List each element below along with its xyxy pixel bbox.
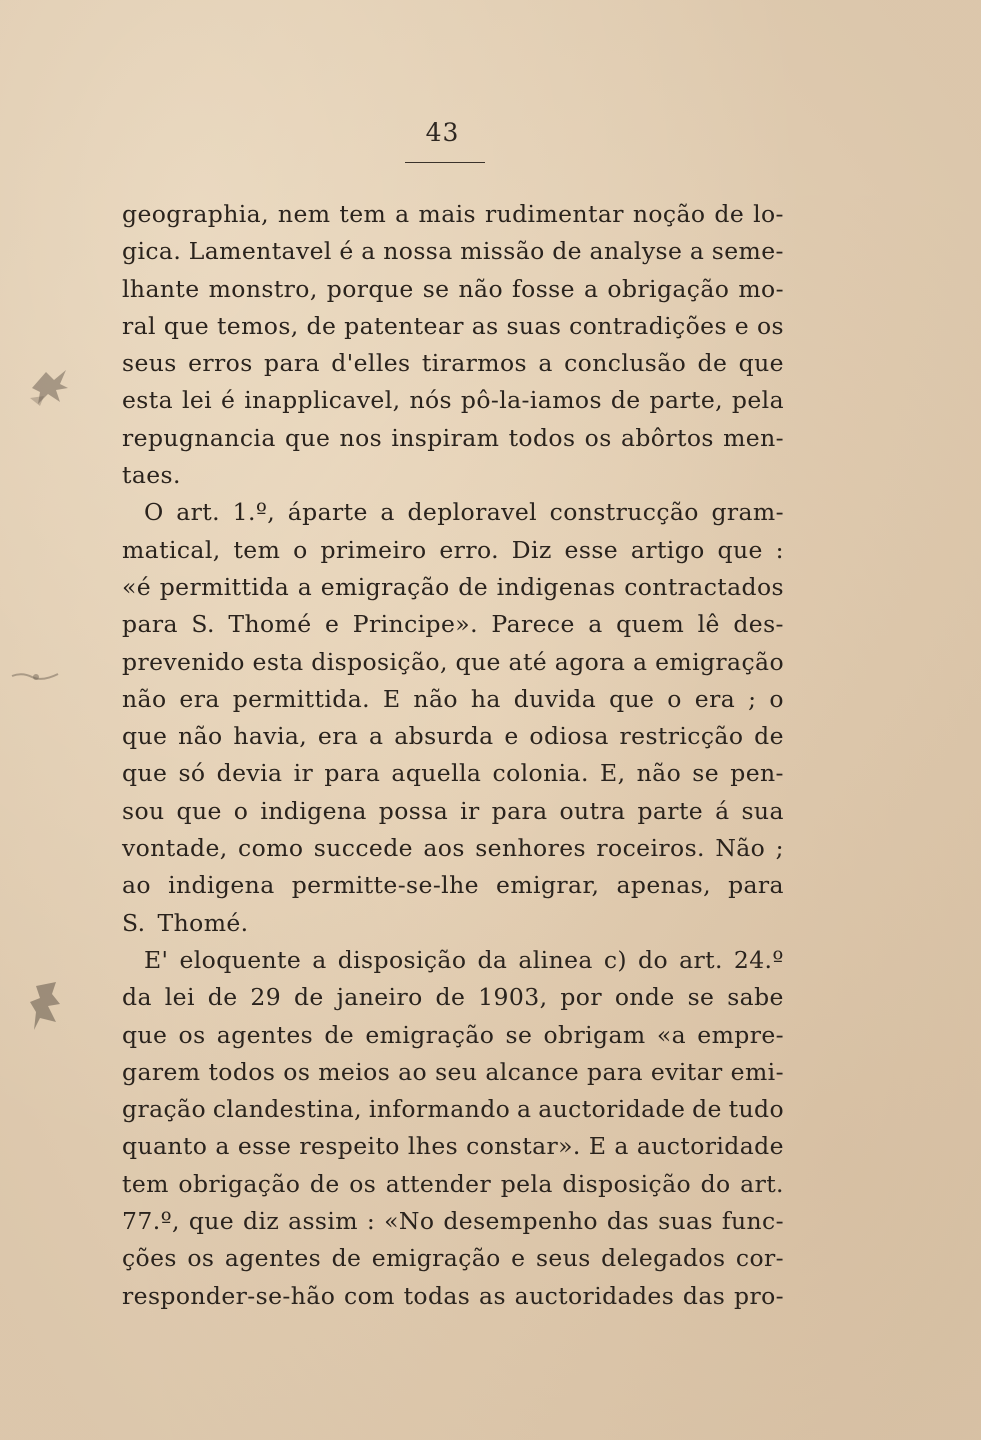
- word: seus: [535, 1244, 591, 1273]
- word: duvida: [513, 684, 597, 713]
- word: se: [505, 1020, 533, 1049]
- word: 77.º,: [122, 1207, 180, 1236]
- word: apenas,: [616, 871, 711, 900]
- text-line: [122, 867, 784, 904]
- text-line: [122, 1203, 784, 1240]
- word: permittida.: [232, 684, 371, 713]
- word: E,: [600, 759, 626, 788]
- word: alcance: [485, 1057, 580, 1086]
- word: obrigam: [543, 1020, 646, 1049]
- word: que: [122, 759, 168, 788]
- word: «é: [122, 572, 152, 601]
- word: sou: [122, 796, 165, 825]
- word: para: [491, 796, 548, 825]
- word: se: [692, 759, 720, 788]
- word: O: [144, 498, 164, 527]
- word: 29: [250, 983, 282, 1012]
- word: cor-: [735, 1244, 784, 1273]
- word: o: [233, 796, 249, 825]
- margin-ink-mark-bottom: [26, 978, 70, 1036]
- word: a: [361, 237, 376, 266]
- word: fosse: [512, 274, 575, 303]
- word: inspiram: [391, 423, 500, 452]
- word: se: [687, 983, 715, 1012]
- word: até: [508, 647, 548, 676]
- word: tem: [233, 535, 281, 564]
- word: das: [606, 1207, 650, 1236]
- word: emigração: [371, 1244, 501, 1273]
- word: de: [754, 722, 784, 751]
- word: lei: [164, 983, 195, 1012]
- word: tem: [339, 200, 387, 228]
- word: obrigação: [607, 274, 730, 303]
- text-line: [122, 457, 784, 494]
- word: gram-: [711, 498, 784, 527]
- word: evitar: [650, 1057, 723, 1086]
- word: permitte-se-lhe: [291, 871, 479, 900]
- word: pô-la-iamos: [460, 386, 602, 415]
- word: emigração: [655, 647, 784, 676]
- text-line: [122, 942, 784, 979]
- text-line: [122, 196, 784, 233]
- word: e: [734, 311, 750, 340]
- word: de: [552, 237, 582, 266]
- word: conclusão: [564, 349, 687, 378]
- word: só: [178, 759, 206, 788]
- word: seu: [435, 1057, 478, 1086]
- text-line: [122, 345, 784, 382]
- word: art.: [679, 945, 723, 974]
- word: não: [458, 274, 504, 303]
- word: erro.: [439, 535, 499, 564]
- word: senhores: [475, 834, 587, 863]
- word: os: [584, 423, 612, 452]
- word: devia: [216, 759, 283, 788]
- word: auctoridade: [636, 1132, 784, 1161]
- word: seus: [122, 349, 177, 378]
- word: suas: [658, 1207, 713, 1236]
- body-text: [122, 196, 784, 1315]
- word: os: [178, 1020, 206, 1049]
- word: de: [697, 349, 728, 378]
- word: Thomé.: [157, 908, 249, 937]
- word: des-: [733, 610, 784, 639]
- word: agentes: [224, 1244, 322, 1273]
- word: que: [176, 796, 222, 825]
- word: contradições: [569, 311, 727, 340]
- word: seme-: [711, 237, 784, 266]
- text-line: [122, 1091, 784, 1128]
- word: indigena: [168, 871, 275, 900]
- word: ha: [470, 684, 501, 713]
- word: áparte: [287, 498, 368, 527]
- word: de: [306, 311, 337, 340]
- word: nos: [339, 423, 383, 452]
- word: quanto: [122, 1132, 208, 1161]
- word: nós: [409, 386, 452, 415]
- word: clandestina,: [212, 1095, 363, 1124]
- word: inapplicavel,: [244, 386, 401, 415]
- word: havia,: [233, 722, 308, 751]
- word: é: [220, 386, 236, 415]
- word: a: [369, 722, 384, 751]
- word: de: [435, 983, 466, 1012]
- word: c): [603, 945, 627, 974]
- word: deploravel: [407, 498, 538, 527]
- word: erros: [188, 349, 253, 378]
- word: a: [215, 1132, 230, 1161]
- word: mo-: [738, 274, 784, 303]
- word: possa: [378, 796, 449, 825]
- word: para: [324, 759, 381, 788]
- word: para: [728, 871, 784, 900]
- word: porque: [326, 274, 414, 303]
- word: disposição: [562, 1169, 692, 1198]
- word: sabe: [727, 983, 784, 1012]
- word: 1.º,: [232, 498, 276, 527]
- word: que: [738, 349, 784, 378]
- word: onde: [614, 983, 675, 1012]
- word: o: [769, 684, 784, 713]
- word: suas: [506, 311, 562, 340]
- word: a: [614, 1132, 629, 1161]
- word: ;: [748, 684, 757, 713]
- text-line: [122, 1017, 784, 1054]
- word: a: [632, 647, 648, 676]
- text-line: [122, 308, 784, 345]
- word: assim: [288, 1207, 358, 1236]
- text-line: [122, 420, 784, 457]
- word: os: [349, 1169, 377, 1198]
- word: a: [312, 945, 327, 974]
- word: é: [339, 237, 354, 266]
- word: todos: [208, 1057, 276, 1086]
- word: mais: [418, 200, 476, 228]
- word: como: [238, 834, 304, 863]
- word: as: [471, 311, 499, 340]
- word: responder-se-hão: [122, 1281, 336, 1310]
- text-line: [122, 718, 784, 755]
- word: esta: [252, 647, 304, 676]
- word: lo-: [753, 200, 784, 228]
- word: de: [610, 386, 641, 415]
- word: disposição: [337, 945, 467, 974]
- word: com: [344, 1281, 395, 1310]
- margin-ink-mark-middle: [10, 666, 60, 686]
- word: não: [636, 759, 682, 788]
- word: missão: [460, 237, 545, 266]
- word: de: [692, 1095, 722, 1124]
- word: pela: [731, 386, 784, 415]
- word: vontade,: [122, 834, 228, 863]
- word: E: [382, 684, 401, 713]
- page-number: 43: [425, 118, 460, 147]
- word: primeiro: [320, 535, 427, 564]
- word: ;: [775, 834, 784, 863]
- word: aquella: [391, 759, 482, 788]
- word: desempenho: [443, 1207, 598, 1236]
- word: S.: [191, 610, 215, 639]
- word: ções: [122, 1244, 177, 1273]
- word: E: [588, 1132, 607, 1161]
- word: a: [297, 572, 313, 601]
- word: a: [516, 1095, 532, 1124]
- word: não: [122, 684, 167, 713]
- word: parte,: [649, 386, 724, 415]
- word: tirarmos: [421, 349, 527, 378]
- word: lei: [181, 386, 213, 415]
- word: agentes: [216, 1020, 314, 1049]
- word: obrigação: [178, 1169, 301, 1198]
- word: meios: [318, 1057, 391, 1086]
- word: repugnancia: [122, 423, 276, 452]
- word: art.: [740, 1169, 784, 1198]
- word: tudo: [728, 1095, 784, 1124]
- word: tem: [122, 1169, 169, 1198]
- word: parte: [637, 796, 704, 825]
- word: e: [325, 610, 340, 639]
- word: se: [422, 274, 450, 303]
- word: e: [511, 1244, 526, 1273]
- word: informando: [368, 1095, 511, 1124]
- word: ir: [293, 759, 314, 788]
- word: pen-: [730, 759, 784, 788]
- word: gica.: [122, 237, 182, 266]
- word: colonia.: [492, 759, 589, 788]
- word: era: [317, 722, 359, 751]
- word: que: [455, 647, 501, 676]
- word: indigenas: [496, 572, 616, 601]
- word: noção: [632, 200, 706, 228]
- word: emigração: [320, 572, 450, 601]
- word: os: [187, 1244, 215, 1273]
- word: de: [324, 1020, 355, 1049]
- word: agora: [554, 647, 626, 676]
- word: Lamentavel: [188, 237, 332, 266]
- word: a: [583, 274, 599, 303]
- word: que: [163, 311, 210, 340]
- word: emigração: [365, 1020, 495, 1049]
- word: alinea: [518, 945, 593, 974]
- word: sua: [741, 796, 784, 825]
- word: nem: [277, 200, 331, 228]
- word: que: [609, 684, 655, 713]
- word: á: [715, 796, 730, 825]
- word: attender: [385, 1169, 492, 1198]
- word: de: [309, 1169, 340, 1198]
- word: :: [775, 535, 784, 564]
- word: aos: [423, 834, 465, 863]
- word: Thomé: [228, 610, 312, 639]
- word: auctoridades: [514, 1281, 675, 1310]
- word: taes.: [122, 461, 181, 490]
- word: esta: [122, 386, 174, 415]
- word: o: [667, 684, 682, 713]
- word: artigo: [630, 535, 705, 564]
- word: da: [122, 983, 152, 1012]
- word: temos,: [216, 311, 299, 340]
- word: monstro,: [208, 274, 318, 303]
- word: delegados: [601, 1244, 726, 1273]
- word: por: [560, 983, 602, 1012]
- word: a: [689, 237, 705, 266]
- text-line: [122, 979, 784, 1016]
- word: E': [144, 945, 169, 974]
- text-line: [122, 644, 784, 681]
- word: de: [458, 572, 489, 601]
- word: a: [380, 498, 395, 527]
- word: os: [283, 1057, 311, 1086]
- word: do: [700, 1169, 731, 1198]
- word: Diz: [511, 535, 552, 564]
- word: permittida: [159, 572, 290, 601]
- text-line: [122, 382, 784, 419]
- word: contractados: [624, 572, 784, 601]
- text-line: [122, 681, 784, 718]
- word: disposição,: [311, 647, 448, 676]
- word: restricção: [619, 722, 744, 751]
- word: os: [756, 311, 784, 340]
- word: indigena: [260, 796, 367, 825]
- word: 1903,: [478, 983, 548, 1012]
- word: d'elles: [331, 349, 411, 378]
- word: 24.º: [733, 945, 784, 974]
- text-line: [122, 606, 784, 643]
- margin-ink-mark-top: [26, 358, 72, 410]
- text-line: [122, 793, 784, 830]
- word: de: [331, 1244, 362, 1273]
- word: quem: [616, 610, 685, 639]
- word: lê: [697, 610, 720, 639]
- word: a: [588, 610, 603, 639]
- word: que: [717, 535, 763, 564]
- word: absurda: [394, 722, 494, 751]
- text-line: [122, 830, 784, 867]
- word: outra: [559, 796, 626, 825]
- text-line: [122, 1054, 784, 1091]
- word: auctoridade: [538, 1095, 686, 1124]
- word: geographia,: [122, 200, 269, 228]
- word: «a: [656, 1020, 687, 1049]
- word: para: [122, 610, 178, 639]
- word: para: [264, 349, 320, 378]
- text-line: [122, 569, 784, 606]
- word: ral: [122, 311, 156, 340]
- text-line: [122, 233, 784, 270]
- word: que: [188, 1207, 235, 1236]
- word: empre-: [697, 1020, 784, 1049]
- word: roceiros.: [596, 834, 705, 863]
- word: pela: [500, 1169, 553, 1198]
- word: diz: [243, 1207, 280, 1236]
- text-line: [122, 271, 784, 308]
- word: func-: [721, 1207, 784, 1236]
- word: esse: [564, 535, 619, 564]
- word: que: [284, 423, 331, 452]
- word: e: [504, 722, 519, 751]
- word: ao: [122, 871, 151, 900]
- word: não: [413, 684, 458, 713]
- word: analyse: [589, 237, 683, 266]
- word: pro-: [734, 1281, 784, 1310]
- word: :: [366, 1207, 376, 1236]
- word: S.: [122, 908, 146, 937]
- text-line: [122, 905, 784, 942]
- word: lhes: [407, 1132, 459, 1161]
- text-line: [122, 1166, 784, 1203]
- word: men-: [723, 423, 784, 452]
- text-line: [122, 1240, 784, 1277]
- word: ir: [460, 796, 480, 825]
- word: as: [479, 1281, 506, 1310]
- word: que: [122, 1020, 168, 1049]
- word: lhante: [122, 274, 200, 303]
- text-line: [122, 1278, 784, 1315]
- word: não: [178, 722, 223, 751]
- word: prevenido: [122, 647, 245, 676]
- word: a: [538, 349, 553, 378]
- word: janeiro: [336, 983, 423, 1012]
- word: de: [207, 983, 238, 1012]
- word: gração: [122, 1095, 207, 1124]
- text-line: [122, 494, 784, 531]
- text-line: [122, 1128, 784, 1165]
- word: succede: [313, 834, 413, 863]
- word: esse: [237, 1132, 292, 1161]
- word: ao: [398, 1057, 428, 1086]
- word: rudimentar: [484, 200, 624, 228]
- word: odiosa: [529, 722, 609, 751]
- text-line: [122, 532, 784, 569]
- word: matical,: [122, 535, 221, 564]
- word: Principe».: [352, 610, 478, 639]
- word: das: [682, 1281, 726, 1310]
- word: a: [395, 200, 410, 228]
- header-rule: [405, 162, 485, 163]
- word: que: [122, 722, 168, 751]
- word: eloquente: [179, 945, 302, 974]
- word: para: [587, 1057, 643, 1086]
- word: Parece: [491, 610, 575, 639]
- word: da: [477, 945, 508, 974]
- word: respeito: [299, 1132, 400, 1161]
- word: nossa: [383, 237, 453, 266]
- word: o: [293, 535, 308, 564]
- word: garem: [122, 1057, 201, 1086]
- word: todos: [508, 423, 576, 452]
- word: patentear: [344, 311, 464, 340]
- text-line: [122, 755, 784, 792]
- word: de: [714, 200, 745, 228]
- word: construcção: [549, 498, 699, 527]
- word: de: [293, 983, 324, 1012]
- word: constar».: [466, 1132, 581, 1161]
- word: art.: [176, 498, 221, 527]
- word: «No: [384, 1207, 435, 1236]
- word: emigrar,: [496, 871, 600, 900]
- word: era: [179, 684, 220, 713]
- word: emi-: [730, 1057, 784, 1086]
- word: Não: [715, 834, 766, 863]
- word: abôrtos: [620, 423, 714, 452]
- word: era: [694, 684, 736, 713]
- word: do: [638, 945, 669, 974]
- word: todas: [403, 1281, 471, 1310]
